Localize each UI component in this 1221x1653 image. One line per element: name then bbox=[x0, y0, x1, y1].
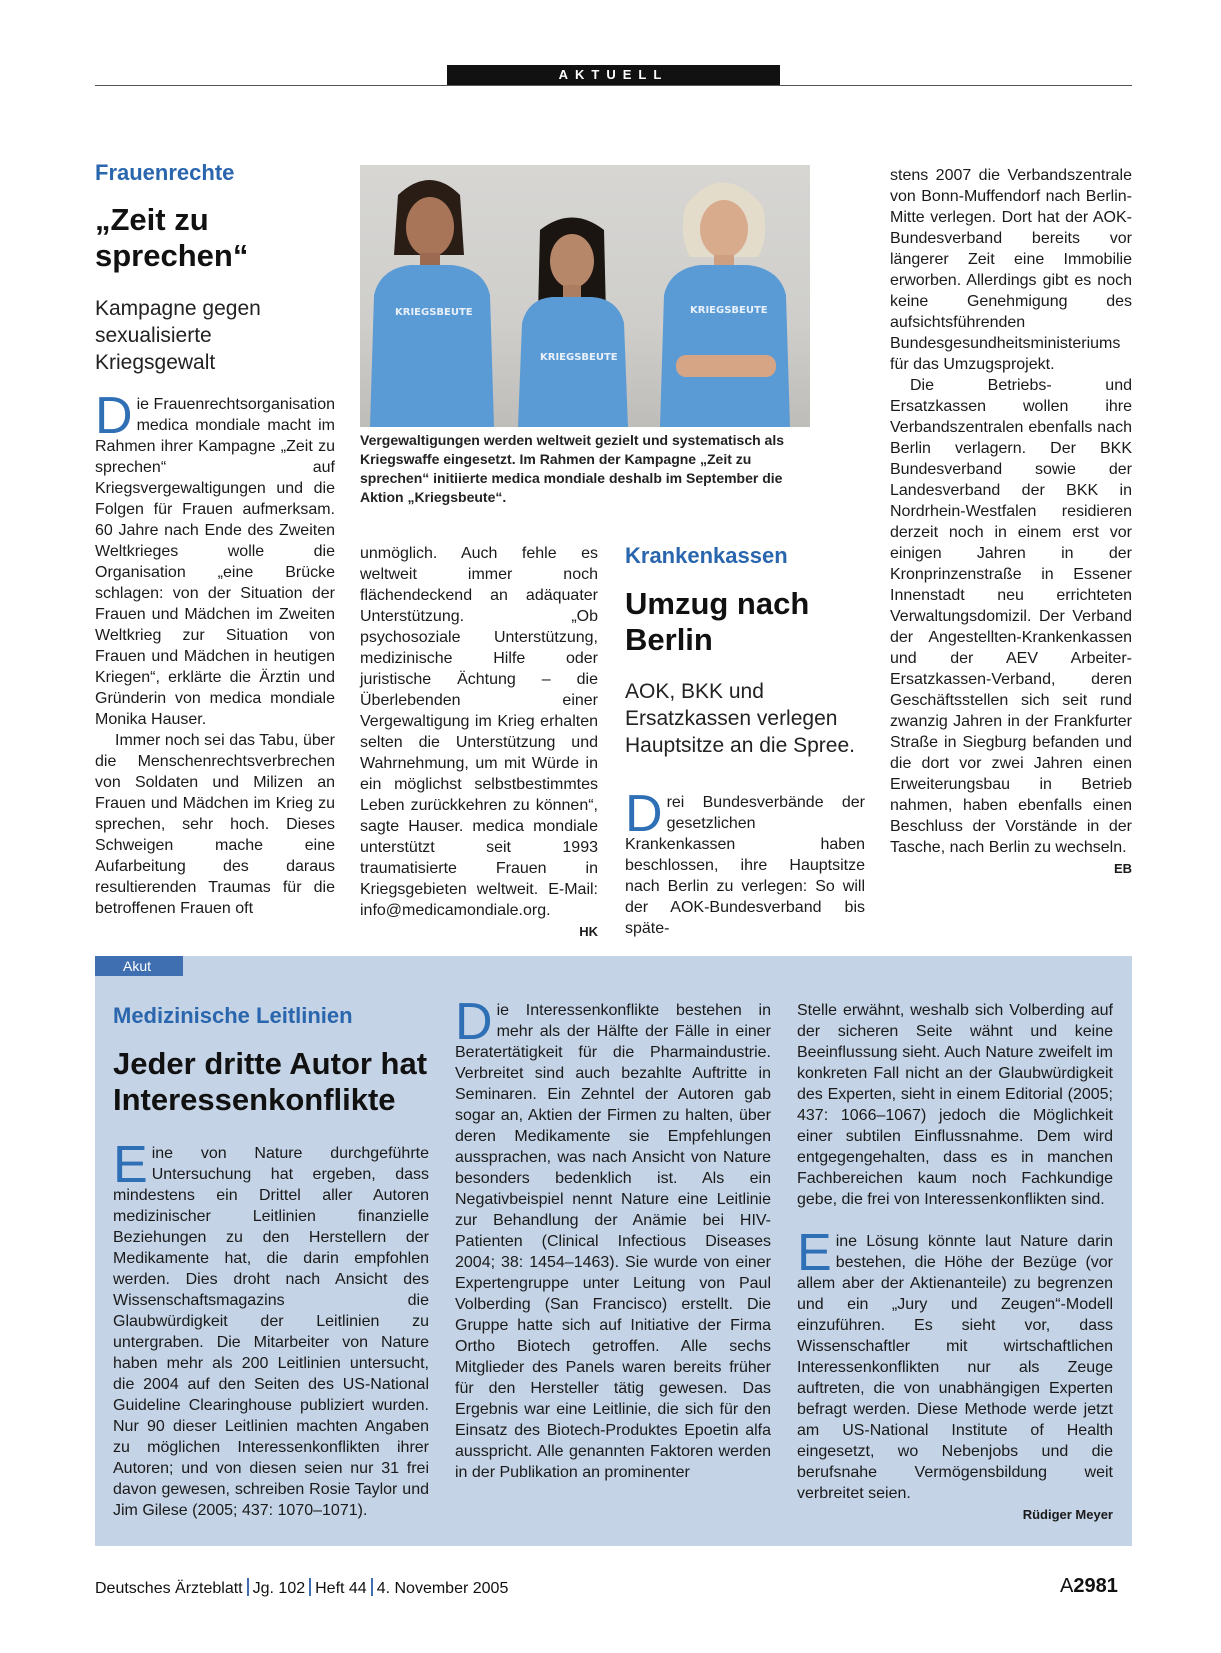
article1-headline-line2: sprechen“ bbox=[95, 238, 249, 273]
footer-separator bbox=[309, 1578, 311, 1596]
photo-caption: Vergewaltigungen werden weltweit gezielt und systematisch als Kriegswaffe eingesetzt. Im Rahmen der Kampagne „Zeit zu sprechen“ initiierte medica mondiale deshalb im September die Aktion „Kriegsbeute“. bbox=[360, 432, 785, 505]
article3-paragraph4: ine Lösung könnte laut Nature darin bestehen, die Höhe der Bezüge (vor allem aber der Aktienanteile) zu begrenzen und ein „Jury und Zeugen“-Modell einzuführen. Es sieht vor, dass Wissenschaftler mit wirtschaftlichen Interessenkonflikten nur als Zeuge auftreten, die von unabhängigen Experten befragt werden. Diese Methode werde jetzt am US-National Institute of Health eingesetzt, wo Nebenjobs und die berufsnahe Vermögensbildung weit verbreitet seien. bbox=[797, 1233, 1113, 1502]
footer-date: 4. November 2005 bbox=[376, 1580, 509, 1597]
article2-dropcap: D bbox=[625, 785, 663, 843]
article2-headline-line1: Umzug nach bbox=[625, 586, 810, 621]
page-number-value: 2981 bbox=[1073, 1575, 1118, 1597]
page-prefix: A bbox=[1060, 1575, 1074, 1597]
article3-paragraph2: ie Interessenkonflikte bestehen in mehr als der Hälfte der Fälle in einer Beratertätigkeit für die Pharmaindustrie. Verbreitet sind auch bezahlte Auftritte in Seminaren. Ein Zehntel der Autoren gab sogar an, Aktien der Firmen zu halten, über deren Medikamente sie Empfehlungen aussprachen, was nach Ansicht von Nature besonders bedenklich ist. Als ein Negativbeispiel nennt Nature eine Leitlinie zur Behandlung der Anämie bei HIV-Patienten (Clinical Infectious Diseases 2004; 38: 1454–1463). Sie wurde von einer Expertengruppe unter Leitung von Paul Volberding (San Francisco) erstellt. Die Gruppe hatte sich auf Initiative der Firma Ortho Biotech getroffen. Alle sechs Mitglieder des Panels waren bereits früher für den Hersteller tätig gewesen. Das Ergebnis war eine Leitlinie, die sich für den Einsatz des Biotech-Produktes Epoetin alfa ausspricht. Alle genannten Faktoren werden in der Publikation an prominenter bbox=[455, 1002, 771, 1481]
article2-subhead: AOK, BKK und Ersatzkassen verlegen Hauptsitze an die Spree. bbox=[625, 680, 855, 757]
top-rule bbox=[95, 85, 1132, 86]
shirt-text-left: KRIEGSBEUTE bbox=[395, 307, 473, 318]
footer-issue: Heft 44 bbox=[315, 1580, 367, 1597]
article3-paragraph1: ine von Nature durchgeführte Untersuchung hat ergeben, dass mindestens ein Drittel aller Autoren medizinischer Leitlinien finanzielle Beziehungen zu den Herstellern der Medikamente hat, die darin empfohlen werden. Dies droht nach Ansicht des Wissenschaftsmagazins die Glaubwürdigkeit der Leitlinien zu untergraben. Die Mitarbeiter von Nature haben mehr als 200 Leitlinien untersucht, die 2004 auf den Seiten des US-National Guideline Clearinghouse publiziert wurden. Nur 90 dieser Leitlinien machten Angaben zu möglichen Interessenkonflikten ihrer Autoren; und von diesen seien nur 31 frei davon gewesen, schreiben Rosie Taylor und Jim Gilese (2005; 437: 1070–1071). bbox=[113, 1145, 429, 1519]
article3-kicker: Medizinische Leitlinien bbox=[113, 1003, 353, 1028]
article2-paragraph2: stens 2007 die Verbandszentrale von Bonn-Muffendorf nach Berlin-Mitte verlegen. Dort hat der AOK-Bundesverband bereits vor längerer Zeit eine Immobilie erworben. Allerdings gibt es noch keine Genehmigung des aufsichtsführenden Bundesgesundheitsministeriums für das Umzugsprojekt. bbox=[890, 167, 1132, 373]
article2-headline bbox=[625, 586, 865, 658]
article3-dropcap2: D bbox=[455, 993, 493, 1051]
article2-kicker: Krankenkassen bbox=[625, 543, 788, 568]
footer bbox=[95, 1578, 508, 1598]
woman-left bbox=[370, 180, 494, 427]
article1-headline bbox=[95, 202, 335, 274]
girl-middle bbox=[518, 218, 628, 428]
section-banner: AKTUELL bbox=[447, 65, 780, 85]
article2-paragraph1: rei Bundesverbände der gesetzlichen Krankenkassen haben beschlossen, ihre Hauptsitze nach Berlin zu verlegen: So will der AOK-Bundesverband bis späte- bbox=[625, 794, 865, 937]
footer-separator bbox=[371, 1578, 373, 1596]
article3-column1 bbox=[113, 1136, 429, 1533]
akut-label: Akut bbox=[95, 956, 183, 976]
campaign-photo-illustration bbox=[360, 165, 810, 427]
woman-right bbox=[660, 183, 790, 428]
article1-column1 bbox=[95, 387, 335, 924]
article1-paragraph2: Immer noch sei das Tabu, über die Menschenrechtsverbrechen von Soldaten und Milizen an Frauen und Mädchen im Krieg zu sprechen, sehr hoch. Dieses Schweigen mache eine Aufarbeitung des daraus resultierenden Traumas für die betroffenen Frauen oft bbox=[95, 732, 335, 917]
article3-headline-line1: Jeder dritte Autor hat bbox=[113, 1046, 428, 1081]
footer-volume: Jg. 102 bbox=[252, 1580, 306, 1597]
campaign-photo bbox=[360, 165, 810, 427]
article3-paragraph3: Stelle erwähnt, weshalb sich Volberding auf der sicheren Seite wähnt und keine Beeinflussung sieht. Auch Nature zweifelt im konkreten Fall nicht an der Glaubwürdigkeit des Experten, sieht in einem Editorial (2005; 437: 1066–1067) jedoch die Möglichkeit einer subtilen Einflussnahme. Dem wird entgegengehalten, dass es in manchen Fachbereichen kaum noch Fachkundige gebe, die frei von Interessenkonflikten sind. bbox=[797, 1002, 1113, 1208]
article1-column2 bbox=[360, 543, 598, 939]
article2-paragraph3: Die Betriebs- und Ersatzkassen wollen ihre Verbandszentralen ebenfalls nach Berlin verlagern. Der BKK Bundesverband sowie der Landesverband der BKK in Nordrhein-Westfalen residieren derzeit noch in einem erst vor einigen Jahren in der Kronprinzenstraße in Essener Innenstadt neu errichteten Verwaltungsdomizil. Der Verband der Angestellten-Krankenkassen und der AEV Arbeiter-Ersatzkassen-Verband, deren Geschäftsstellen sich seit rund zwanzig Jahren in der Frankfurter Straße in Siegburg befanden und die dort vor zwei Jahren einen Erweiterungsbau in Betrieb nahmen, haben ebenfalls einen Beschluss der Vorstände in der Tasche, nach Berlin zu wechseln. bbox=[890, 377, 1132, 856]
footer-journal: Deutsches Ärzteblatt bbox=[95, 1580, 243, 1597]
article2-headline-line2: Berlin bbox=[625, 622, 713, 657]
article1-signature: HK bbox=[579, 924, 598, 939]
footer-separator bbox=[247, 1578, 249, 1596]
article3-dropcap3: E bbox=[797, 1224, 832, 1282]
article3-column3 bbox=[797, 1000, 1113, 1535]
article2-signature: EB bbox=[1113, 861, 1132, 876]
article1-paragraph3: unmöglich. Auch fehle es weltweit immer noch flächendeckend an adäquater Unterstützung. „Ob psychosoziale Unterstützung, medizinische Hilfe oder juristische Ächtung – die Überlebenden einer Vergewaltigung im Krieg erhalten selten die Unterstützung und Wahrnehmung, um mit Würde in ein möglichst selbstbestimmtes Leben zurückkehren zu können“, sagte Hauser. medica mondiale unterstützt seit 1993 traumatisierte Frauen in Kriegsgebieten weltweit. E-Mail: info@medicamondiale.org. bbox=[360, 545, 598, 919]
article3-signature: Rüdiger Meyer bbox=[1022, 1507, 1113, 1522]
page-number bbox=[1060, 1575, 1118, 1598]
article2-column2 bbox=[890, 165, 1132, 925]
article3-headline bbox=[113, 1046, 433, 1118]
article1-subhead: Kampagne gegen sexualisierte Kriegsgewalt bbox=[95, 297, 261, 374]
article1-headline-line1: „Zeit zu bbox=[95, 202, 209, 237]
article3-headline-line2: Interessenkonflikte bbox=[113, 1082, 396, 1117]
shirt-text-right: KRIEGSBEUTE bbox=[690, 305, 768, 316]
shirt-text-middle: KRIEGSBEUTE bbox=[540, 352, 618, 363]
article1-kicker: Frauenrechte bbox=[95, 160, 235, 185]
article3-dropcap1: E bbox=[113, 1136, 148, 1194]
article3-column2 bbox=[455, 993, 771, 1535]
article2-column1 bbox=[625, 785, 865, 937]
article1-dropcap: D bbox=[95, 387, 133, 445]
article1-paragraph1: ie Frauenrechtsorganisation medica mondiale macht im Rahmen ihrer Kampagne „Zeit zu sprechen“ auf Kriegsvergewaltigungen und die Folgen für Frauen aufmerksam. 60 Jahre nach Ende des Zweiten Weltkrieges wolle die Organisation „eine Brücke schlagen: von der Situation der Frauen und Mädchen im Zweiten Weltkrieg zur Situation von Frauen und Mädchen in heutigen Kriegen“, erklärte die Ärztin und Gründerin von medica mondiale Monika Hauser. bbox=[95, 396, 335, 728]
